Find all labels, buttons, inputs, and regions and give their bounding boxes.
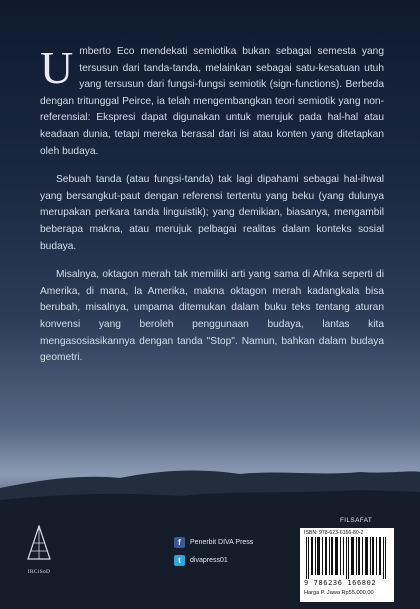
barcode-panel (300, 528, 394, 602)
back-cover-blurb (40, 44, 384, 379)
blurb-paragraph-1: Umberto Eco mendekati semiotika bukan sebagai semesta yang tersusun dari tanda-tanda, melainkan sebagai satu-kesatuan utuh yang tersusun dari fungsi-fungsi semiotik (sign-functions). Berbeda dengan tritunggal Peirce, ia telah mengembangkan teori semiotik yang non-referensial: Ekspresi dapat digunakan untuk merujuk pada hal-hal atau keadaan dunia, tetapi mereka berasal dari isi atau konten yang ditetapkan oleh budaya. (40, 42, 384, 157)
pyramid-logo-icon (26, 525, 52, 563)
blurb-paragraph-3: Misalnya, oktagon merah tak memiliki arti yang sama di Afrika seperti di Amerika, di mana, la Amerika, makna oktagon merah kadangkala bisa berubah, misalnya, umpama ditemukan dalam buku teks tentang aturan konvensi yang beroleh penggunaan budaya, lantas kita mengasosiasikannya dengan tanda "Stop". Namun, bahkan dalam budaya geometri. (40, 269, 384, 364)
twitter-text: divapress01 (190, 556, 228, 564)
publisher-logo (22, 525, 56, 575)
category-label: FILSAFAT (340, 517, 373, 524)
facebook-icon: f (174, 537, 185, 548)
twitter-link[interactable] (174, 553, 253, 567)
barcode-bars (304, 537, 390, 579)
blurb-paragraph-2: Sebuah tanda (atau fungsi-tanda) tak lagi dipahami sebagai hal-ihwal yang bersangkut-paut dengan referensi tertentu yang beku (yang dulunya merupakan perkara tanda linguistik); yang demikian, biasanya, mengambil beberapa makna, atau merujuk pelbagai realitas dalam konteks sosial budaya. (40, 174, 384, 252)
logo-label: IRCiSoD (27, 569, 51, 575)
facebook-link[interactable] (174, 535, 253, 549)
facebook-text: Penerbit DIVA Press (190, 538, 254, 546)
twitter-icon: t (174, 555, 185, 566)
price-text: Harga P. Jawa Rp55.000,00 (304, 590, 374, 596)
isbn-text: ISBN: 978-623-6166-80-2 (304, 530, 364, 536)
social-links (174, 535, 253, 571)
barcode-digits: 9 786236 166802 (304, 579, 377, 587)
drop-cap: U (40, 42, 74, 93)
